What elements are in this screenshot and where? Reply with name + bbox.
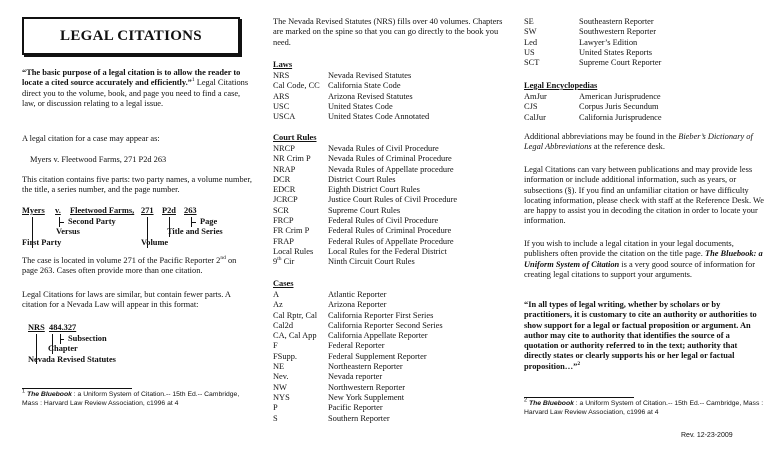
quote-2-text: “In all types of legal writing, whether by scholars or by practitioners, it is customary to cite an authority or authorities to show support for a legal or factual proposition or argument. An author may cite to authority that identifies the source of a quotation or authority referred to in the text; authority that directly states or clearly supports his or her legal or factual proposition…” (524, 300, 757, 371)
abbreviation-meaning: Supreme Court Rules (328, 205, 401, 215)
abbreviation-meaning: Nevada reporter (328, 372, 383, 382)
footnote-2-title: The Bluebook (528, 400, 574, 407)
abbreviation-meaning: Lawyer’s Edition (579, 37, 638, 47)
abbreviation-meaning: Nevada Rules of Criminal Procedure (328, 154, 452, 164)
abbreviation: FR Crim P (273, 226, 310, 236)
list-item (273, 216, 457, 226)
located-text-a: The case is located in volume 271 of the Pacific Reporter 2 (22, 256, 221, 265)
include-text (524, 239, 764, 280)
list-item (273, 185, 457, 195)
abbreviation: S (273, 413, 278, 423)
abbreviation: Nev. (273, 372, 289, 382)
abbreviation: NRCP (273, 144, 295, 153)
include-a: If you wish to include a legal citation in your legal documents, publishers often provide the citation on the title page. (524, 239, 734, 259)
abbreviation: NRAP (273, 164, 296, 174)
footnote-2-num: 2 (524, 397, 528, 404)
court-rules-heading: Court Rules (273, 133, 317, 142)
abbreviation-meaning: American Jurisprudence (579, 92, 661, 101)
include-ital: The Bluebook: a Uniform System of Citation (524, 249, 763, 269)
include-b: is a very good source of information for creating legal citations to support your arguments. (524, 259, 755, 279)
list-item (273, 321, 443, 331)
abbreviation: Cal2d (273, 320, 294, 330)
additional-abbreviations (524, 132, 764, 153)
abbreviation-meaning: Northwestern Reporter (328, 382, 405, 392)
footnote-rule (524, 397, 634, 398)
diagram-title-series: Title and Series (167, 227, 223, 236)
connector-line (191, 222, 196, 223)
list-item (273, 247, 457, 257)
abbreviation: SCT (524, 58, 540, 68)
abbreviation: CA, Cal App (273, 331, 317, 341)
cases-heading: Cases (273, 279, 294, 288)
title-box (22, 17, 240, 55)
addl-ital: Bieber’s Dictionary of Legal Abbreviations (524, 132, 753, 152)
diagram-volume: Volume (141, 238, 169, 247)
case-example: Myers v. Fleetwood Farms, 271 P2d 263 (30, 155, 167, 164)
abbreviation: SW (524, 27, 537, 37)
diagram-law-number: 484.327 (49, 323, 77, 332)
abbreviation-meaning: Nevada Rules of Appellate procedure (328, 164, 454, 174)
footnote-1-rest: : a Uniform System of Citation.-- 15th Ed.-- Cambridge, Mass : Harvard Law Review Association, c1996 at 4 (22, 391, 240, 407)
abbreviation: JCRCP (273, 195, 298, 205)
diagram-fleetwood: Fleetwood Farms, (70, 206, 135, 215)
abbreviation-meaning: California Reporter First Series (328, 310, 434, 320)
abbreviation: DCR (273, 174, 291, 184)
abbreviation-meaning: United States Code Annotated (328, 112, 430, 122)
diagram-v: v. (55, 206, 61, 215)
diagram-volume-number: 271 (141, 206, 154, 215)
abbreviation: SE (524, 17, 534, 26)
cases-list-continued (524, 17, 661, 68)
footnote-rule (22, 388, 132, 389)
abbreviation-meaning: Federal Rules of Civil Procedure (328, 216, 439, 226)
list-item (273, 403, 443, 413)
abbreviation-meaning: Federal Rules of Criminal Procedure (328, 226, 452, 236)
abbreviation-meaning: Southeastern Reporter (579, 17, 654, 26)
ninth-a: 9 (273, 257, 278, 266)
quote-bold: “The basic purpose of a legal citation is to allow the reader to locate a cited source accurately and efficiently.” (22, 68, 241, 88)
list-item (273, 383, 443, 393)
laws-text: Legal Citations for laws are similar, but contain fewer parts. A citation for a Nevada Law will appear in this format: (22, 290, 231, 310)
abbreviation: Az (273, 300, 283, 310)
list-item (273, 102, 429, 112)
list-item (524, 27, 661, 37)
list-item (524, 48, 661, 58)
encyclopedias-list (524, 92, 662, 123)
list-item (273, 92, 429, 102)
located-text-b: on page 263. Cases often provide more than one citation. (22, 256, 237, 276)
abbreviation: F (273, 341, 278, 351)
abbreviation-meaning: Local Rules for the Federal District (328, 246, 447, 256)
abbreviation: USC (273, 101, 290, 111)
list-item (524, 113, 662, 123)
abbreviation-meaning: Southwestern Reporter (579, 27, 656, 37)
list-item (273, 290, 443, 300)
list-item (273, 300, 443, 310)
diagram-myers: Myers (22, 206, 45, 215)
quote-rest: Legal Citations direct you to the volume, book, and page you need to find a case, law, or discussion relating to a legal issue. (22, 78, 249, 108)
abbreviation: SCR (273, 205, 289, 215)
laws-heading: Laws (273, 60, 293, 69)
abbreviation: FRCP (273, 216, 294, 226)
list-item (273, 206, 457, 216)
footnote-ref-1: 1 (191, 77, 195, 84)
ninth-sup: th (277, 256, 282, 263)
list-item (273, 226, 457, 236)
connector-line (59, 222, 64, 223)
footnote-1 (22, 388, 254, 409)
diagram-p2d: P2d (162, 206, 176, 215)
ninth-b: Cir (281, 257, 295, 266)
list-item (524, 58, 661, 68)
abbreviation: Cal Code, CC (273, 81, 320, 91)
list-item (273, 165, 457, 175)
abbreviation-meaning: Arizona Revised Statutes (328, 91, 413, 101)
abbreviation-meaning: Nevada Rules of Civil Procedure (328, 144, 439, 153)
list-item (524, 38, 661, 48)
abbreviation: NRS (273, 71, 290, 80)
abbreviation: NYS (273, 392, 290, 402)
list-item (273, 237, 457, 247)
list-item (273, 195, 457, 205)
diagram-nrs-label: Nevada Revised Statutes (28, 355, 116, 364)
abbreviation: EDCR (273, 185, 296, 195)
ninth-value: Ninth Circuit Court Rules (328, 257, 415, 266)
abbreviation: FRAP (273, 236, 294, 246)
diagram-page-label: Page (200, 217, 218, 226)
abbreviation: CalJur (524, 112, 546, 122)
court-rules-list (273, 144, 457, 257)
abbreviation-meaning: California State Code (328, 81, 401, 91)
abbreviation-meaning: California Jurisprudence (579, 112, 662, 122)
list-item (273, 257, 415, 267)
list-item (273, 112, 429, 122)
abbreviation: A (273, 290, 280, 299)
abbreviation: Led (524, 37, 538, 47)
page-title: LEGAL CITATIONS (60, 27, 202, 44)
abbreviation-meaning: Federal Reporter (328, 341, 385, 351)
abbreviation-meaning: Atlantic Reporter (328, 290, 387, 299)
abbreviation: NE (273, 362, 285, 372)
abbreviation-meaning: District Court Rules (328, 174, 396, 184)
footnote-2 (524, 397, 764, 418)
parts-text: This citation contains five parts: two party names, a volume number, the title, a series number, and the page number. (22, 175, 252, 195)
abbreviation: US (524, 47, 535, 57)
list-item (273, 341, 443, 351)
abbreviation-meaning: Corpus Juris Secundum (579, 102, 659, 112)
list-item (273, 372, 443, 382)
list-item (524, 17, 661, 27)
diagram-chapter: Chapter (48, 344, 78, 353)
abbreviation-meaning: Southern Reporter (328, 413, 390, 423)
abbreviation: NW (273, 382, 287, 392)
intro-quote (22, 68, 254, 109)
footnote-ref-2: 2 (577, 360, 581, 367)
abbreviation-meaning: Supreme Court Reporter (579, 58, 662, 68)
list-item (273, 352, 443, 362)
connector-line (60, 339, 64, 340)
abbreviation-meaning: Justice Court Rules of Civil Procedure (328, 195, 458, 205)
abbreviation: USCA (273, 112, 296, 122)
abbreviation: ARS (273, 91, 290, 101)
located-text (22, 256, 254, 277)
located-sup: nd (220, 255, 226, 262)
abbreviation-meaning: United States Reports (579, 47, 653, 57)
diagram-subsection: Subsection (68, 334, 107, 343)
list-item (273, 331, 443, 341)
diagram-page-number: 263 (184, 206, 197, 215)
abbreviation: P (273, 403, 278, 413)
diagram-nrs: NRS (28, 323, 45, 332)
list-item (273, 311, 443, 321)
abbreviation-meaning: Pacific Reporter (328, 403, 383, 413)
abbreviation: Cal Rptr, Cal (273, 310, 318, 320)
abbreviation-meaning: Northeastern Reporter (328, 362, 403, 372)
list-item (524, 102, 662, 112)
abbreviation-meaning: Nevada Revised Statutes (328, 71, 412, 80)
encyclopedias-heading: Legal Encyclopedias (524, 81, 598, 90)
footnote-1-num: 1 (22, 388, 26, 395)
cases-list (273, 290, 443, 424)
abbreviation: CJS (524, 102, 538, 112)
abbreviation: AmJur (524, 92, 547, 101)
case-intro: A legal citation for a case may appear as: (22, 134, 160, 143)
case-citation-diagram (22, 206, 254, 248)
diagram-second-party: Second Party (68, 217, 116, 226)
abbreviation: Local Rules (273, 246, 314, 256)
list-item (273, 175, 457, 185)
abbreviation-meaning: Arizona Reporter (328, 300, 387, 310)
list-item (273, 393, 443, 403)
nrs-intro: The Nevada Revised Statutes (NRS) fills over 40 volumes. Chapters are marked on the spine so that you can go directly to the book you need. (273, 17, 503, 47)
quote-2 (524, 300, 764, 372)
list-item (273, 144, 457, 154)
abbreviation-meaning: California Appellate Reporter (328, 331, 428, 341)
addl-b: at the reference desk. (591, 142, 665, 152)
list-item (524, 92, 662, 102)
addl-a: Additional abbreviations may be found in the (524, 132, 679, 141)
revision-date: Rev. 12-23-2009 (681, 432, 733, 439)
abbreviation-meaning: United States Code (328, 101, 393, 111)
list-item (273, 414, 443, 424)
list-item (273, 81, 429, 91)
laws-list (273, 71, 429, 122)
abbreviation: NR Crim P (273, 154, 311, 164)
list-item (273, 362, 443, 372)
abbreviation-meaning: California Reporter Second Series (328, 320, 443, 330)
vary-text: Legal Citations can vary between publications and may provide less information or include additional information, such as years, or subsections (§). If you find an unfamiliar citation or have difficulty locating information, please check with staff at the Reference Desk. We are happy to assist you in decoding the citation in order to locate your information. (524, 165, 764, 226)
list-item (273, 71, 429, 81)
abbreviation-meaning: Eighth District Court Rules (328, 185, 420, 195)
footnote-1-title: The Bluebook (26, 391, 72, 398)
diagram-versus: Versus (56, 227, 80, 236)
list-item (273, 154, 457, 164)
abbreviation-meaning: Federal Supplement Reporter (328, 351, 427, 361)
abbreviation: FSupp. (273, 351, 297, 361)
abbreviation-meaning: Federal Rules of Appellate Procedure (328, 236, 454, 246)
law-citation-diagram (28, 323, 228, 365)
abbreviation-meaning: New York Supplement (328, 392, 405, 402)
footnote-2-rest: : a Uniform System of Citation.-- 15th Ed.-- Cambridge, Mass : Harvard Law Review Association, c1996 at 4 (524, 400, 764, 416)
diagram-first-party: First Party (22, 238, 62, 247)
